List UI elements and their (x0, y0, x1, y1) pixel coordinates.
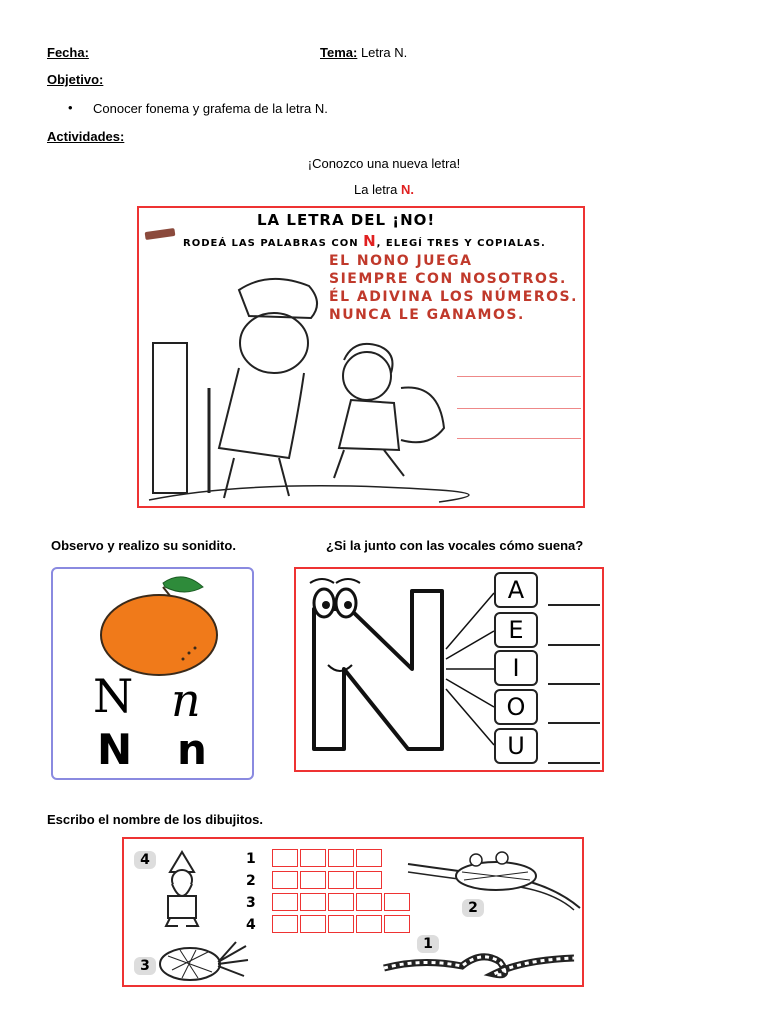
tema-value: Letra N. (360, 45, 408, 60)
section2-left-title: Observo y realizo su sonidito. (51, 538, 236, 553)
text-line-4: NUNCA LE GANAMOS. (329, 307, 525, 323)
knot-number: 1 (417, 935, 439, 953)
intro-letter: N. (400, 182, 414, 197)
grid-cell[interactable] (300, 871, 326, 889)
print-upper-n: N (97, 725, 133, 774)
tema-line (320, 45, 407, 60)
grid-number-1: 1 (246, 851, 256, 867)
vowel-i-box: I (494, 650, 538, 686)
actividades-label: Actividades: (47, 129, 125, 144)
nest-number: 2 (462, 899, 484, 917)
print-lower-n: n (177, 725, 207, 774)
grid-cell[interactable] (328, 893, 354, 911)
grid-cell[interactable] (356, 871, 382, 889)
cursive-upper-n: N (93, 669, 134, 723)
tema-label: Tema: (320, 45, 358, 60)
intro-line1: ¡Conozco una nueva letra! (307, 156, 461, 171)
vowel-a-box: A (494, 572, 538, 608)
grid-cell[interactable] (272, 915, 298, 933)
grid-cell[interactable] (356, 915, 382, 933)
grid-cell[interactable] (272, 871, 298, 889)
nest-on-branch-icon (404, 842, 582, 912)
grid-row-2 (272, 871, 384, 889)
grid-cell[interactable] (328, 871, 354, 889)
grid-number-3: 3 (246, 895, 256, 911)
grid-cell[interactable] (384, 915, 410, 933)
grid-cell[interactable] (356, 849, 382, 867)
orange-letter-card (51, 567, 254, 780)
rope-knot-icon (382, 944, 576, 980)
grandpa-and-boy-illustration (139, 208, 583, 506)
intro-line2 (0, 182, 768, 197)
vowel-e-box: E (494, 612, 538, 648)
text-line-2: SIEMPRE CON NOSOTROS. (329, 271, 567, 287)
grid-number-4: 4 (246, 917, 256, 933)
grid-cell[interactable] (272, 849, 298, 867)
worksheet-title: LA LETRA DEL ¡NO! (257, 211, 436, 229)
grid-cell[interactable] (356, 893, 382, 911)
section2-right-title: ¿Si la junto con las vocales cómo suena? (326, 538, 584, 553)
grid-cell[interactable] (300, 915, 326, 933)
instruction-part-b: , ELEGÍ TRES Y COPIALAS. (376, 238, 546, 249)
orange-icon (93, 571, 223, 681)
objetivo-bullet: • (68, 100, 73, 115)
vowel-u-box: U (494, 728, 538, 764)
big-n-character (296, 569, 496, 769)
vowel-o-box: O (494, 689, 538, 725)
grid-row-3 (272, 893, 412, 911)
text-line-1: EL NONO JUEGA (329, 253, 473, 269)
objetivo-item: Conocer fonema y grafema de la letra N. (93, 101, 328, 116)
grid-cell[interactable] (328, 915, 354, 933)
answer-line-a (548, 604, 600, 606)
intro-line2-prefix: La letra (354, 182, 401, 197)
grid-cell[interactable] (272, 893, 298, 911)
grid-cell[interactable] (300, 849, 326, 867)
instruction-letter: N (363, 232, 377, 250)
objetivo-label: Objetivo: (47, 72, 104, 87)
text-line-3: ÉL ADIVINA LOS NÚMEROS. (329, 289, 578, 305)
grid-number-2: 2 (246, 873, 256, 889)
section3-title: Escribo el nombre de los dibujitos. (47, 812, 263, 827)
cursive-lower-n: n (171, 673, 201, 727)
instruction-part-a: RODEÁ LAS PALABRAS CON (183, 238, 359, 249)
gnome-icon (152, 850, 212, 930)
answer-line-i (548, 683, 600, 685)
gnome-number: 4 (134, 851, 156, 869)
grid-row-1 (272, 849, 384, 867)
grid-cell[interactable] (300, 893, 326, 911)
pineapple-number: 3 (134, 957, 156, 975)
grid-cell[interactable] (328, 849, 354, 867)
answer-line-o (548, 722, 600, 724)
pineapple-icon (158, 938, 250, 984)
answer-line-u (548, 762, 600, 764)
fecha-label: Fecha: (47, 45, 89, 60)
grid-row-4 (272, 915, 412, 933)
answer-line-e (548, 644, 600, 646)
worksheet-letra-no (137, 206, 585, 508)
